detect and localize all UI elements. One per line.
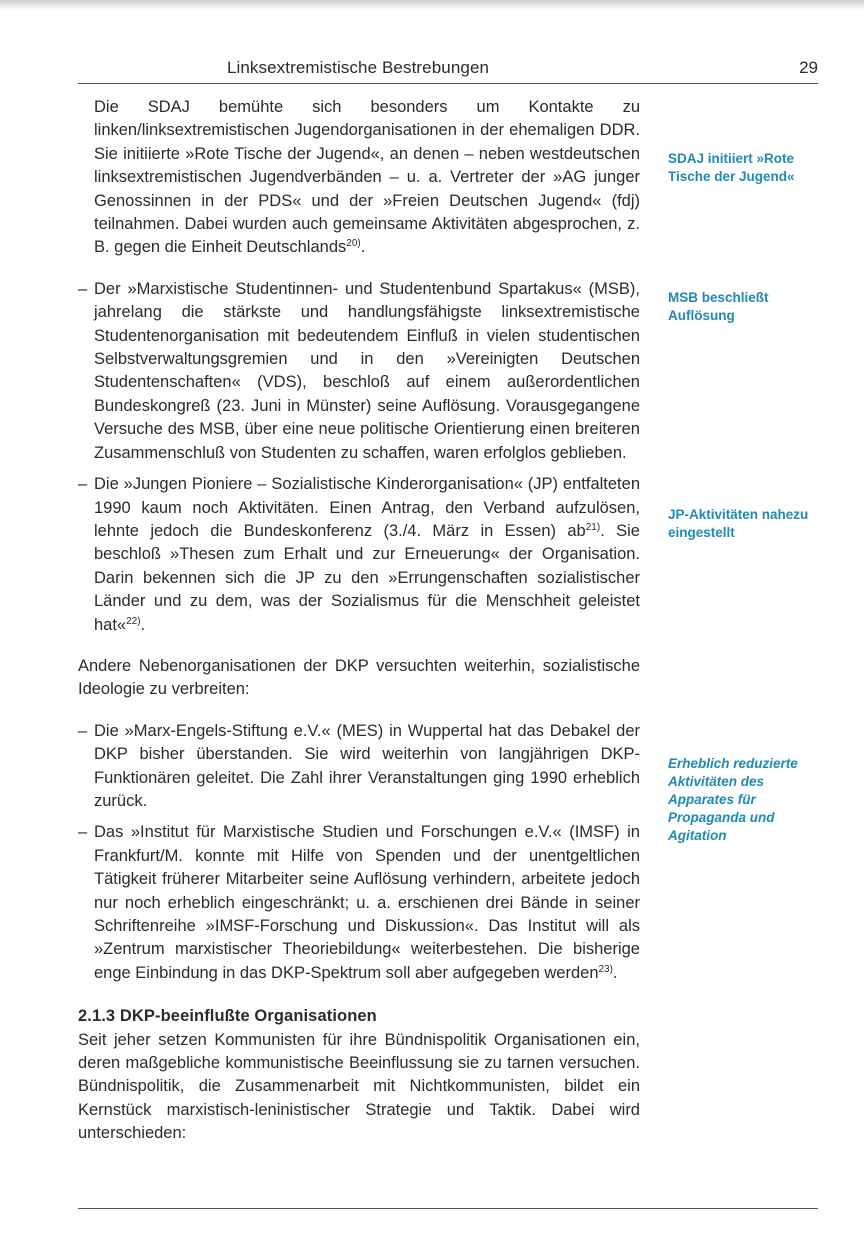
margin-note-msb: MSB beschließt Auflösung	[668, 290, 769, 323]
bullet-jp: – Die »Jungen Pioniere – Sozialistische Kinderorganisation« (JP) entfalteten 1990 kaum noch Aktivitäten. Einen Antrag, den Verband aufzulösen, lehnte jedoch die Bundeskonferenz (3./4. März in Essen) $ab^{21)}$. Sie beschloß »Thesen zum Erhalt und zur Erneuerung« der Organisation. Darin bekennen sich die JP zu den »Errungenschaften sozialistischer Länder und zu dem, was der Sozialismus für die Menschheit geleistet hat«$^{22)}$.	[78, 475, 640, 634]
footnote-ref-20: 20)	[346, 238, 361, 250]
paragraph-other-organisations: Andere Nebenorganisationen der DKP versuchten weiterhin, sozialistische Ideologie zu verbreiten:	[78, 656, 640, 699]
bullet-mes: – Die »Marx-Engels-Stiftung e.V.« (MES) in Wuppertal hat das Debakel der DKP bisher überstanden. Sie wird weiterhin von langjährigen DKP-Funktionären geleitet. Die Zahl ihrer Veranstaltungen ging 1990 erheblich zurück.	[78, 721, 640, 810]
footer-rule	[78, 1208, 818, 1209]
dash-marker: –	[78, 721, 88, 740]
bullet-msb: – Der »Marxistische Studentinnen- und Studentenbund Spartakus« (MSB), jahrelang die stärkste und handlungsfähigste linksextremistische Studentenorganisation mit bedeutendem Einfluß in vielen studentischen Selbstverwaltungsgremien und in den »Vereinigten Deutschen Studentenschaften« (VDS), beschloß auf einem außerordentlichen Bundeskongreß (23. Juni in Münster) seine Auflösung. Vorausgegangene Versuche des MSB, über eine neue politische Orientierung einen breiteren Zusammenschluß von Studenten zu schaffen, waren erfolglos geblieben.	[78, 279, 640, 462]
footnote-ref-23: 23)	[598, 963, 613, 975]
section-heading	[78, 1005, 640, 1028]
page-number: 29	[799, 58, 818, 77]
footnote-ref-21: 21)	[585, 521, 601, 533]
bullet-imsf: – Das »Institut für Marxistische Studien und Forschungen e.V.« (IMSF) in Frankfurt/M. konnte mit Hilfe von Spenden und der unentgeltlichen Tätigkeit früherer Mitarbeiter seine Auflösung verhindern, arbeitete jedoch nur noch erheblich eingeschränkt; u. a. erschienen drei Bände in seiner Schriftenreihe »IMSF-Forschung und Diskussion«. Das Institut will als »Zentrum marxistischer Theoriebildung« weiterbestehen. Die bisherige enge Einbindung in das DKP-Spektrum soll aber aufgegeben werden$^{23)}$.	[78, 823, 640, 982]
dash-marker: –	[78, 823, 88, 842]
margin-note-jp: JP-Aktivitäten nahezu eingestellt	[668, 507, 809, 540]
margin-note-apparat: Erheblich reduzierte Aktivitäten des Apparates für Propaganda und Agitation	[668, 756, 798, 843]
dash-marker: –	[78, 475, 88, 494]
section-title: DKP-beeinflußte Organisationen	[119, 1007, 377, 1026]
dash-marker: –	[78, 279, 88, 298]
running-title: Linksextremistische Bestrebungen	[226, 58, 490, 77]
paragraph-sdaj: Die SDAJ bemühte sich besonders um Kontakte zu linken/linksextremistischen Jugendorganisationen in der ehemaligen DDR. Sie initiierte »Rote Tische der Jugend«, an denen – neben westdeutschen linksextremistischen Jugendverbänden – u. a. Vertreter der »AG junger Genossinnen in der PDS« und der »Freien Deutschen Jugend« (fdj) teilnahmen. Dabei wurden auch gemeinsame Aktivitäten abgesprochen, z. B. gegen die Einheit Deutschlands$^{20)}$.	[94, 98, 640, 257]
scan-top-edge	[0, 0, 864, 10]
margin-note-sdaj: SDAJ initiiert »Rote Tische der Jugend«	[668, 151, 795, 184]
main-text-column	[78, 96, 640, 1146]
header-rule	[78, 83, 818, 84]
footnote-ref-22: 22)	[126, 615, 141, 627]
paragraph-buendnispolitik: Seit jeher setzen Kommunisten für ihre Bündnispolitik Organisationen ein, deren maßgebliche kommunistische Beeinflussung sie zu tarnen versuchen. Bündnispolitik, die Zusammenarbeit mit Nichtkommunisten, bildet ein Kernstück marxistisch-leninistischer Strategie und Taktik. Dabei wird unterschieden:	[78, 1030, 640, 1143]
section-number: 2.1.3	[78, 1007, 116, 1026]
